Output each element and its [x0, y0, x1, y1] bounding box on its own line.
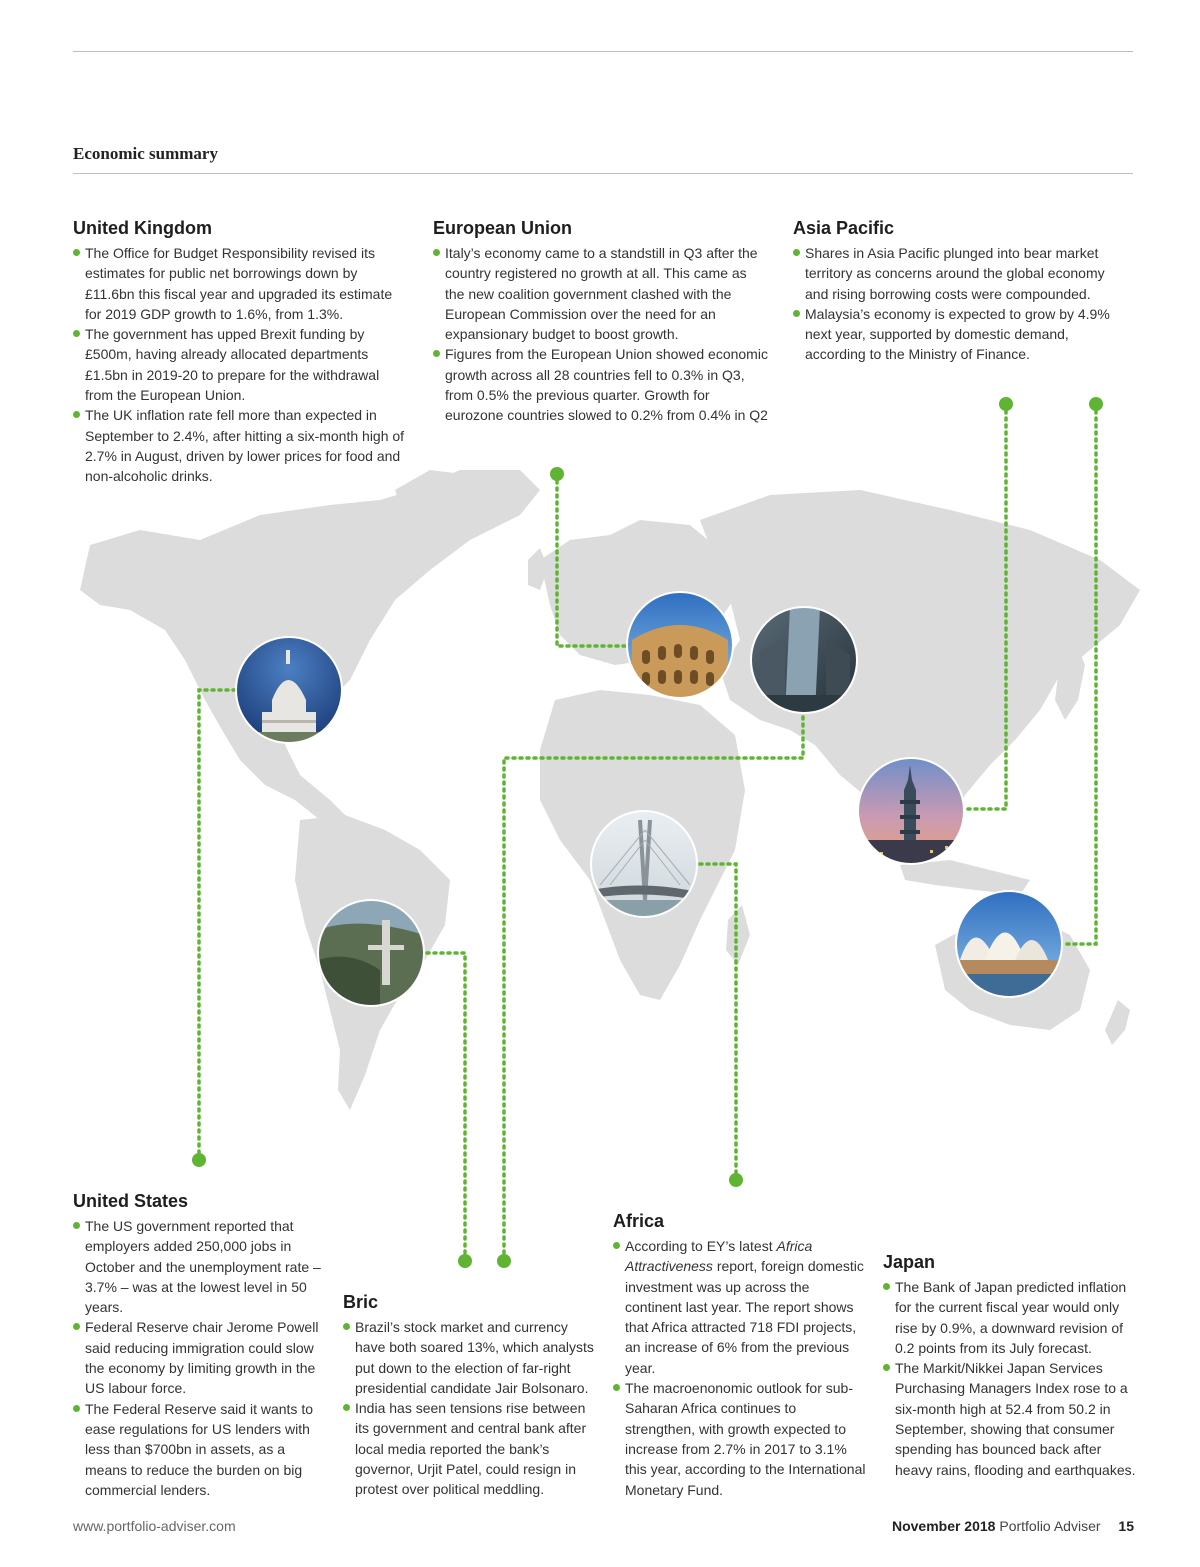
list-item: India has seen tensions rise between its government and central bank after local media reported the bank’s governor, Urjit Patel, could resign in protest over political meddling. — [343, 1398, 598, 1499]
list-item: The Office for Budget Responsibility revised its estimates for public net borrowings down by £11.6bn this fiscal year and upgraded its estimate for 2019 GDP growth to 1.6%, from 1.3%. — [73, 243, 408, 324]
list-item: The UK inflation rate fell more than expected in September to 2.4%, after hitting a six-month high of 2.7% in August, driven by lower prices for food and non-alcoholic drinks. — [73, 405, 408, 486]
footer-url[interactable]: www.portfolio-adviser.com — [73, 1518, 236, 1534]
indonesia-shape — [900, 860, 1030, 895]
africa-item1-post: report, foreign domestic investment was up across the continent last year. The report shows that Africa attracted 718 FDI projects, an increase of 6% from the previous year. — [625, 1258, 864, 1376]
bric-brazil-dot — [458, 1254, 472, 1268]
footer-issue — [892, 1518, 1134, 1534]
africa-dot — [729, 1173, 743, 1187]
bric-list — [343, 1317, 598, 1500]
region-japan — [883, 1252, 1138, 1480]
list-item: Malaysia’s economy is expected to grow by 4.9% next year, supported by domestic demand, according to the Ministry of Finance. — [793, 304, 1128, 365]
footer-date: November 2018 — [891, 1518, 996, 1534]
section-title: Economic summary — [73, 144, 218, 163]
region-asia-pacific — [793, 218, 1128, 365]
list-item: Italy’s economy came to a standstill in Q3 after the country registered no growth at all. This came as the new coalition government clashed with the European Commission over the need for an expansionary budget to boost growth. — [433, 243, 768, 344]
japan-title: Japan — [883, 1252, 936, 1272]
list-item: The macroenonomic outlook for sub-Saharan Africa continues to strengthen, with growth expected to increase from 2.7% in 2017 to 3.1% this year, according to the International Monetary Fund. — [613, 1378, 868, 1500]
uk-title: United Kingdom — [73, 218, 212, 238]
us-list — [73, 1216, 328, 1500]
bric-brazil-connector — [424, 953, 465, 1260]
eu-title: European Union — [433, 218, 572, 238]
uk-list — [73, 243, 408, 487]
japan-list — [883, 1277, 1138, 1480]
asia-dot-1 — [999, 397, 1013, 411]
bric-india-dot — [497, 1254, 511, 1268]
new-zealand-shape — [1105, 1000, 1130, 1045]
uk-shape — [528, 548, 548, 590]
list-item: The government has upped Brexit funding by £500m, having already allocated departments £1.5bn in 2019-20 to prepare for the withdrawal from the European Union. — [73, 324, 408, 405]
region-us — [73, 1191, 328, 1500]
page-number: 15 — [1118, 1518, 1134, 1534]
africa-title: Africa — [613, 1211, 665, 1231]
us-title: United States — [73, 1191, 189, 1211]
list-item: Brazil’s stock market and currency have both soared 13%, which analysts put down to the election of far-right presidential candidate Jair Bolsonaro. — [343, 1317, 598, 1398]
region-uk — [73, 218, 408, 487]
us-dot — [192, 1153, 206, 1167]
list-item: The Markit/Nikkei Japan Services Purchasing Managers Index rose to a six-month high at 52.4 from 50.2 in September, showing that consumer spending has bounced back after heavy rains, flooding and earthquakes. — [883, 1358, 1138, 1480]
madagascar-shape — [726, 905, 750, 965]
eu-list — [433, 243, 768, 426]
list-item: The Federal Reserve said it wants to ease regulations for US lenders with less than $700bn in assets, as a means to reduce the burden on big commercial lenders. — [73, 1399, 328, 1500]
africa-report-title: Africa Attractiveness — [625, 1238, 813, 1275]
region-bric — [343, 1292, 598, 1500]
africa-item1-pre: According to EY’s latest — [625, 1238, 777, 1254]
list-item: The Bank of Japan predicted inflation for the current fiscal year would only rise by 0.9%, a downward revision of 0.2 points from its July forecast. — [883, 1277, 1138, 1358]
list-item: Federal Reserve chair Jerome Powell said reducing immigration could slow the economy by limiting growth in the US labour force. — [73, 1317, 328, 1398]
eu-dot — [550, 467, 564, 481]
bric-title: Bric — [343, 1292, 379, 1312]
asia-dot-2 — [1089, 397, 1103, 411]
asia-title: Asia Pacific — [793, 218, 895, 238]
footer-publication: Portfolio Adviser — [999, 1518, 1101, 1534]
list-item — [613, 1236, 868, 1378]
list-item: The US government reported that employers added 250,000 jobs in October and the unemployment rate – 3.7% – was at the lowest level in 50 years. — [73, 1216, 328, 1317]
region-africa — [613, 1211, 868, 1500]
africa-list — [613, 1236, 868, 1500]
list-item: Shares in Asia Pacific plunged into bear market territory as concerns around the global economy and rising borrowing costs were compounded. — [793, 243, 1128, 304]
continents — [80, 470, 1140, 1110]
asia-list — [793, 243, 1128, 365]
region-eu — [433, 218, 768, 426]
list-item: Figures from the European Union showed economic growth across all 28 countries fell to 0.3% in Q3, from 0.5% the previous quarter. Growth for eurozone countries slowed to 0.2% from 0.4% in Q2 — [433, 344, 768, 425]
